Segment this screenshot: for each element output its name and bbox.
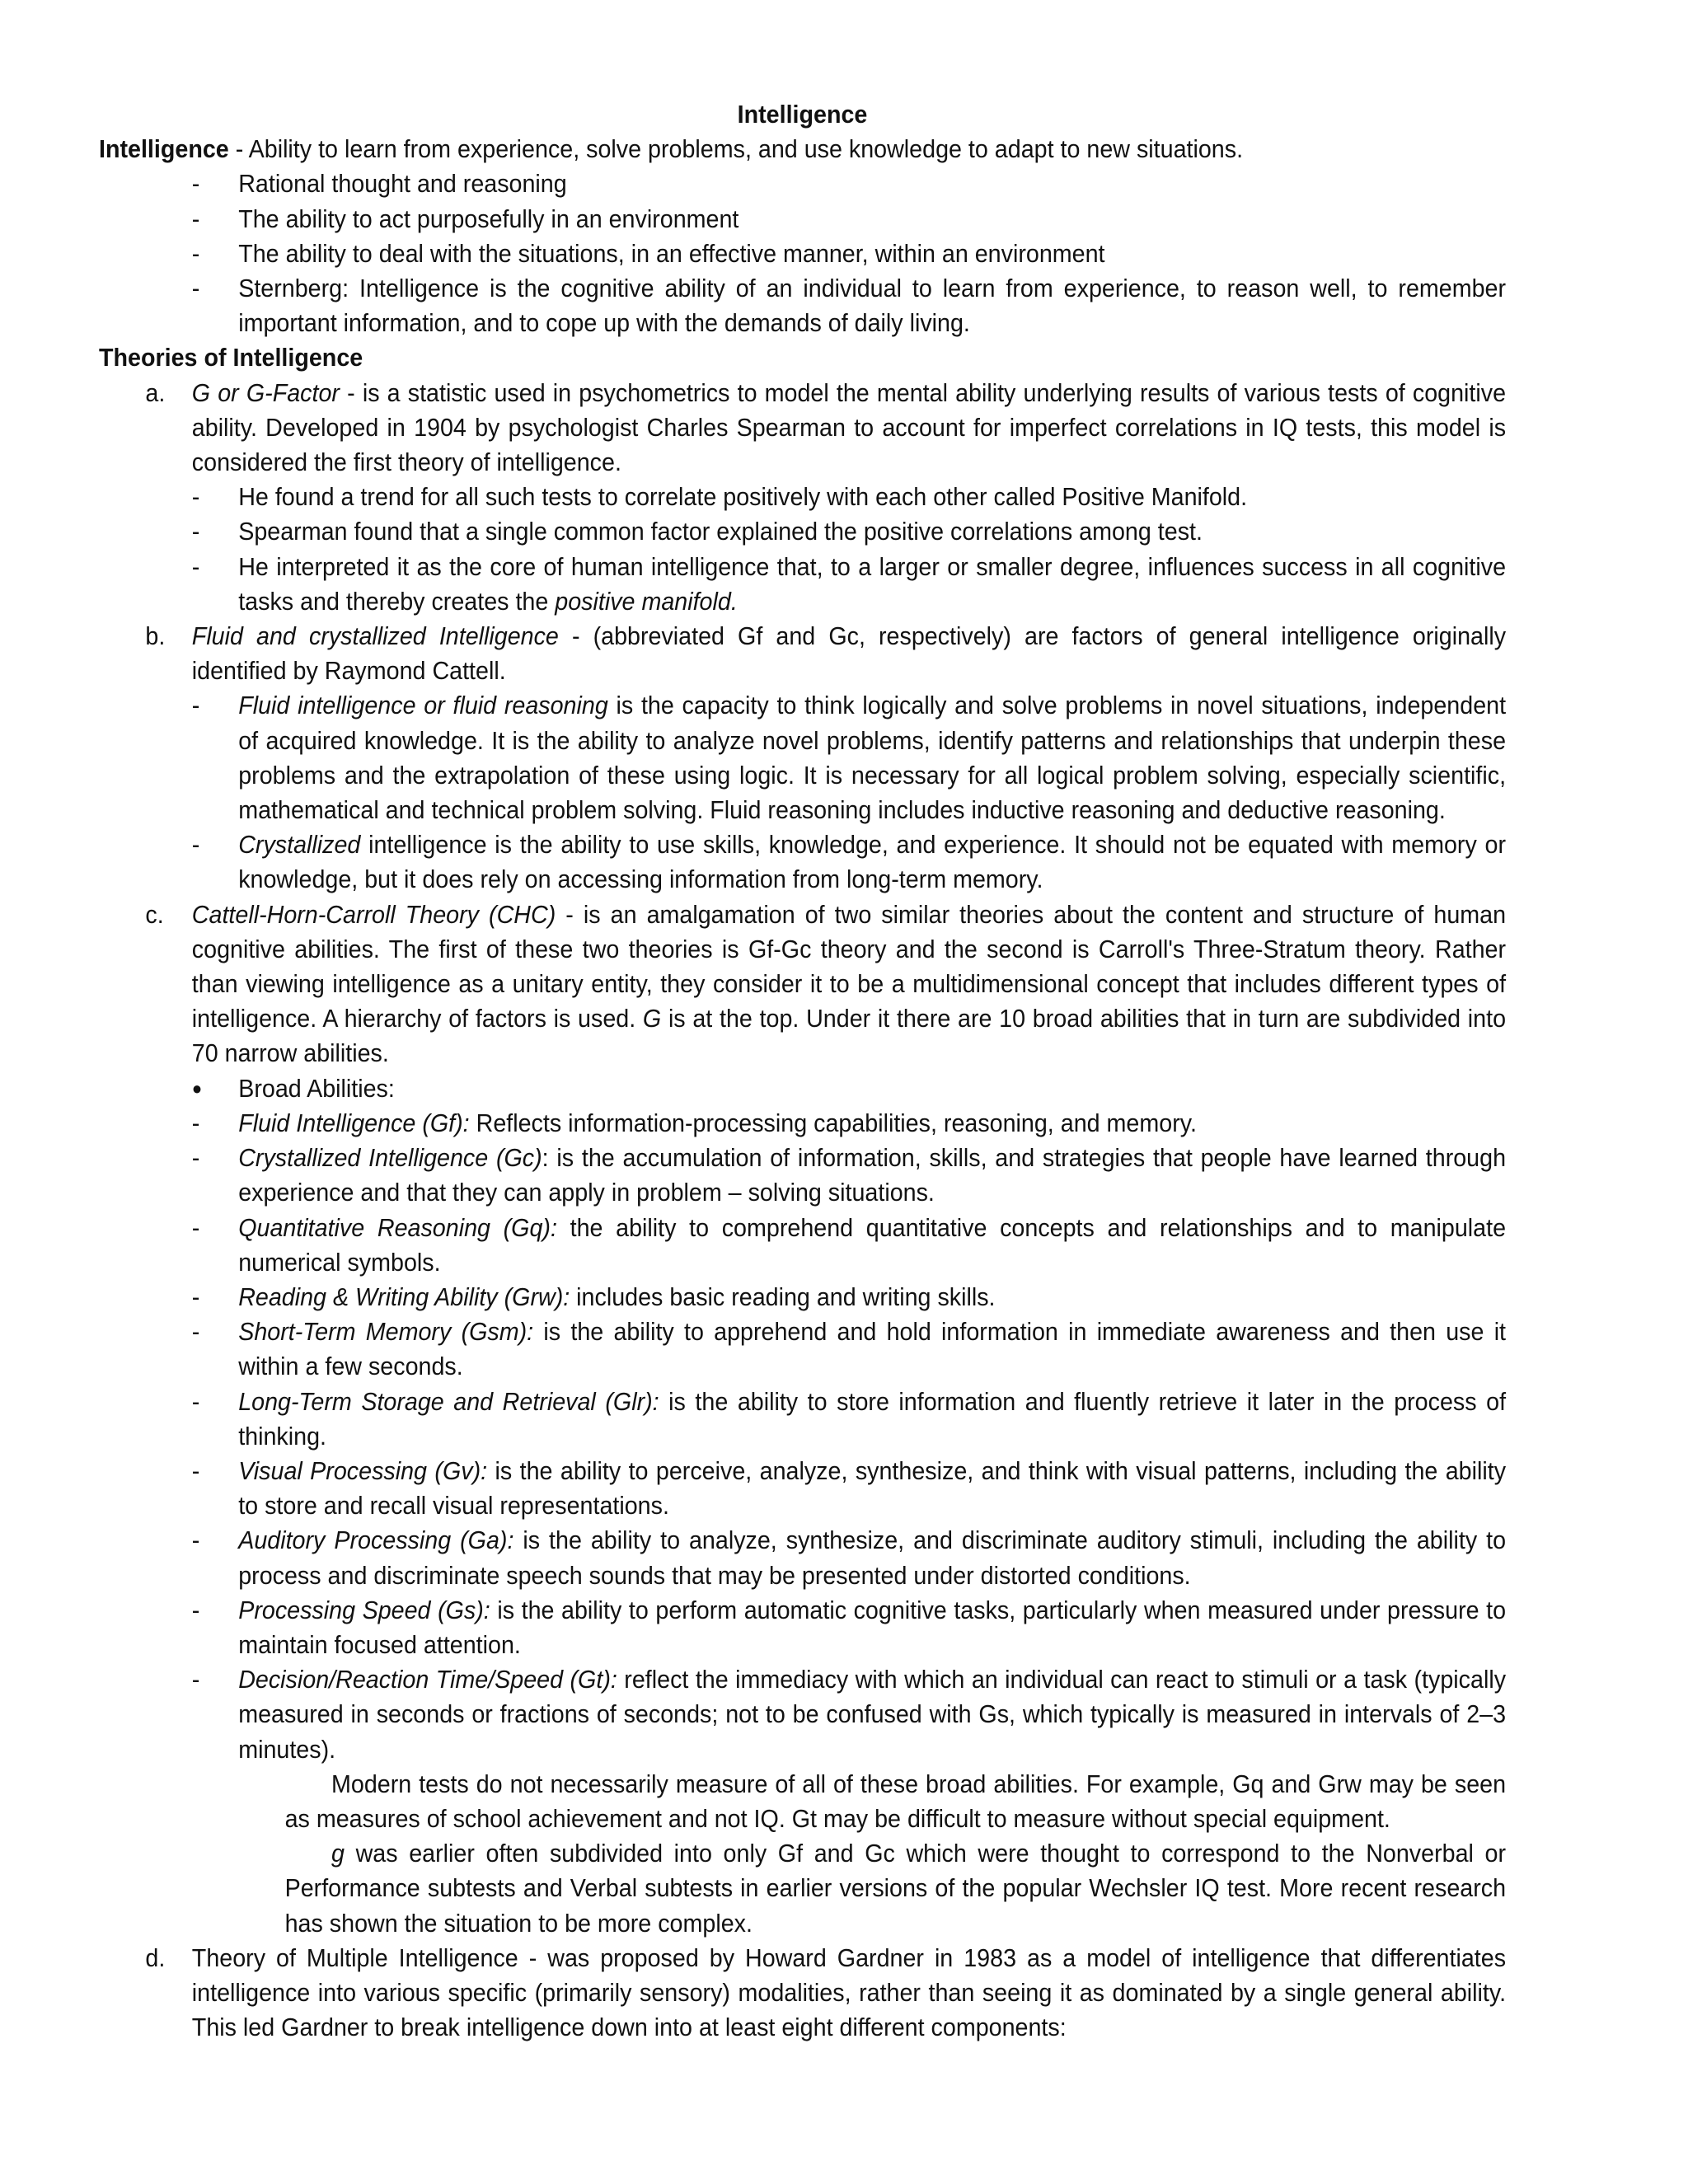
dash-marker: - [191,518,200,546]
definition-point: - The ability to act purposefully in an environment [99,202,1506,237]
dash-marker: - [191,239,200,268]
ability-item: - Reading & Writing Ability (Grw): includes basic reading and writing skills. [192,1280,1506,1315]
theories-heading: Theories of Intelligence [99,344,363,373]
document-title: Intelligence [737,101,868,129]
dash-marker: - [191,1526,200,1555]
dash-marker: - [191,1213,200,1242]
ability-item: - Crystallized Intelligence (Gc): is the accumulation of information, skills, and strategies that people have learned through experience and that they can apply in problem – solving situations. [192,1141,1506,1210]
theory-a [99,376,1506,619]
list-marker: d. [145,1943,166,1972]
dash-marker: - [191,1387,200,1416]
definition-text: - Ability to learn from experience, solve problems, and use knowledge to adapt to new situations. [228,135,1244,164]
dash-marker: - [191,274,200,303]
list-marker: a. [145,378,166,407]
dash-marker: - [191,1666,200,1694]
dash-marker: - [191,1282,200,1311]
theory-d [99,1941,1506,2046]
list-marker: b. [145,622,166,651]
note-paragraph: g was earlier often subdivided into only Gf and Gc which were thought to correspond to the Nonverbal or Performance subtests and Verbal subtests in earlier versions of the popular Wechsler IQ test. More recent research has shown the situation to be more complex. [284,1840,1507,1938]
theory-b-point: - Fluid intelligence or fluid reasoning is the capacity to think logically and solve problems in novel situations, independent of acquired knowledge. It is the ability to analyze novel problems, identify patterns and relationships that underpin these problems and the extrapolation of these using logic. It is necessary for all logical problem solving, especially scientific, mathematical and technical problem solving. Fluid reasoning includes inductive reasoning and deductive reasoning. [192,688,1506,827]
definition-term: Intelligence [99,135,229,164]
dash-marker: - [191,170,200,199]
dash-marker: - [191,483,200,512]
ability-item: - Short-Term Memory (Gsm): is the ability to apprehend and hold information in immediate awareness and then use it within a few seconds. [192,1315,1506,1384]
dash-marker: - [191,552,200,581]
definition-point: - The ability to deal with the situations, in an effective manner, within an environment [99,237,1506,271]
broad-abilities-list [192,1106,1506,1767]
definition-point: - Rational thought and reasoning [99,166,1506,201]
dash-marker: - [191,831,200,860]
theory-b [99,619,1506,898]
theory-d-text: Theory of Multiple Intelligence - was proposed by Howard Gardner in 1983 as a model of intelligence that differentiates intelligence into various specific (primarily sensory) modalities, rather than seeing it as dominated by a single general ability. This led Gardner to break intelligence down into at least eight different components: [191,1943,1507,2042]
dash-marker: - [191,1318,200,1347]
list-marker: c. [145,900,164,929]
broad-abilities-bullet: ● Broad Abilities: [192,1071,1506,1106]
dash-marker: - [191,1596,200,1624]
dash-marker: - [191,1456,200,1485]
ability-item: - Visual Processing (Gv): is the ability to perceive, analyze, synthesize, and think with visual patterns, including the ability to store and recall visual representations. [192,1454,1506,1523]
dash-marker: - [191,1108,200,1137]
dash-marker: - [191,691,200,720]
ability-item: - Fluid Intelligence (Gf): Reflects information-processing capabilities, reasoning, and memory. [192,1106,1506,1141]
theory-a-point: - He interpreted it as the core of human intelligence that, to a larger or smaller degree, influences success in all cognitive tasks and thereby creates the positive manifold. [192,550,1506,619]
bullet-marker: ● [191,1077,203,1099]
ability-item: - Auditory Processing (Ga): is the ability to analyze, synthesize, and discriminate auditory stimuli, including the ability to process and discriminate speech sounds that may be presented under distorted conditions. [192,1523,1506,1592]
note-paragraph: Modern tests do not necessarily measure of all of these broad abilities. For example, Gq and Grw may be seen as measures of school achievement and not IQ. Gt may be difficult to measure without special equipment. [284,1769,1507,1833]
ability-item: - Decision/Reaction Time/Speed (Gt): reflect the immediacy with which an individual can react to stimuli or a task (typically measured in seconds or fractions of seconds; not to be confused with Gs, which typically is measured in intervals of 2–3 minutes). [192,1662,1506,1767]
ability-item: - Long-Term Storage and Retrieval (Glr): is the ability to store information and fluently retrieve it later in the process of thinking. [192,1385,1506,1454]
theory-c [99,898,1506,1941]
theory-a-point: - He found a trend for all such tests to correlate positively with each other called Positive Manifold. [192,480,1506,514]
theory-a-text: G or G-Factor - is a statistic used in psychometrics to model the mental ability underlying results of various tests of cognitive ability. Developed in 1904 by psychologist Charles Spearman to account for imperfect correlations in IQ tests, this model is considered the first theory of intelligence. [191,378,1507,477]
theory-a-point: - Spearman found that a single common factor explained the positive correlations among test. [192,514,1506,549]
document-page [99,97,1506,2045]
intelligence-definition [99,132,1506,166]
dash-marker: - [191,204,200,233]
theory-c-text: Cattell-Horn-Carroll Theory (CHC) - is an amalgamation of two similar theories about the content and structure of human cognitive abilities. The first of these two theories is Gf-Gc theory and the second is Carroll's Three-Stratum theory. Rather than viewing intelligence as a unitary entity, they consider it to be a multidimensional concept that includes different types of intelligence. A hierarchy of factors is used. G is at the top. Under it there are 10 broad abilities that in turn are subdivided into 70 narrow abilities. [191,900,1507,1068]
ability-item: - Processing Speed (Gs): is the ability to perform automatic cognitive tasks, particularly when measured under pressure to maintain focused attention. [192,1593,1506,1662]
dash-marker: - [191,1144,200,1173]
ability-item: - Quantitative Reasoning (Gq): the ability to comprehend quantitative concepts and relationships and to manipulate numerical symbols. [192,1211,1506,1280]
definition-point: - Sternberg: Intelligence is the cognitive ability of an individual to learn from experience, to reason well, to remember important information, and to cope up with the demands of daily living. [99,271,1506,340]
theory-b-point: - Crystallized intelligence is the ability to use skills, knowledge, and experience. It should not be equated with memory or knowledge, but it does rely on accessing information from long-term memory. [192,827,1506,897]
theory-b-text: Fluid and crystallized Intelligence - (abbreviated Gf and Gc, respectively) are factors of general intelligence originally identified by Raymond Cattell. [191,622,1507,686]
